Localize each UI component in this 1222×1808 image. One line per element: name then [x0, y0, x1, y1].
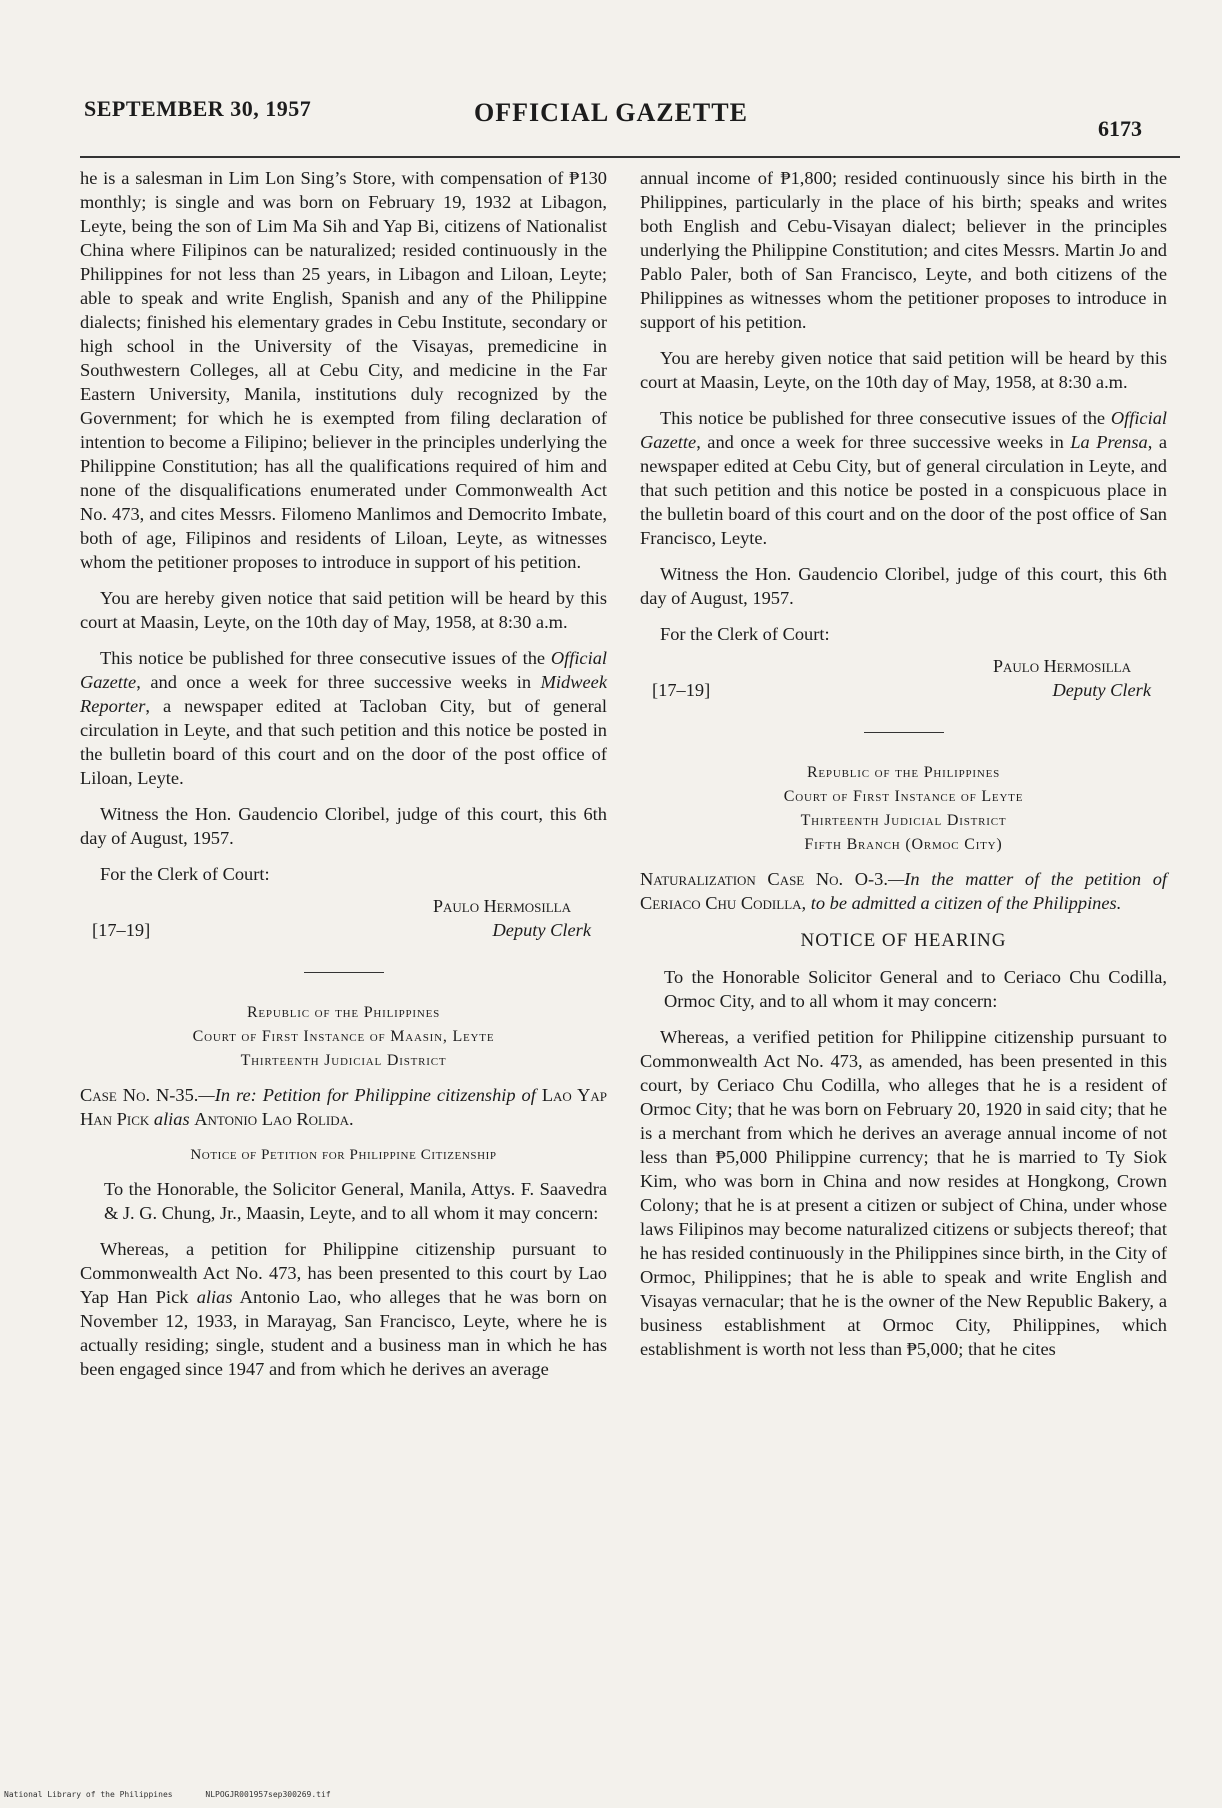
right-notice-heading: NOTICE OF HEARING — [800, 930, 1007, 951]
left-whereas: Whereas, a petition for Philippine citizenship pursuant to Commonwealth Act No. 473, has been presented to this court by Lao Yap Han Pick alias Antonio Lao, who alleges that he was born on November 12, 1933, in Marayag, San Francisco, Leyte, where he is actually residing; single, student and a business man in which he has been engaged since 1947 and from which he derives an average — [80, 1239, 607, 1379]
issue-date: SEPTEMBER 30, 1957 — [84, 96, 312, 121]
library-credit: National Library of the Philippines — [4, 1790, 173, 1799]
left-paragraph-1: he is a salesman in Lim Lon Sing’s Store, with compensation of ₱130 monthly; is single and was born on February 19, 1932 at Libagon, Leyte, being the son of Lim Ma Sih and Yap Bi, citizens of Nationalist China where Filipinos can be naturalized; resided continuously in the Philippines for not less than 25 years, in Libagon and Liloan, Leyte; able to speak and write English, Spanish and any of the Philippine dialects; finished his elementary grades in Cebu Institute, secondary or high school in the University of the Visayas, premedicine in Southwestern Colleges, all at Cebu City, and medicine in the Far Eastern University, Manila, institutions duly recognized by the Government; for which he is exempted from filing declaration of intention to become a Filipino; believer in the principles underlying the Philippine Constitution; has all the qualifications required of him and none of the disqualifications enumerated under Commonwealth Act No. 473, and cites Messrs. Filomeno Manlimos and Democrito Imbate, both of age, Filipinos and residents of Liloan, Leyte, as witnesses whom the petitioner proposes to introduce in support of his petition. — [80, 168, 607, 572]
left-signatory-title: Deputy Clerk — [492, 920, 591, 940]
right-hearing-notice: You are hereby given notice that said petition will be heard by this court at Maasin, Leyte, on the 10th day of May, 1958, at 8:30 a.m. — [640, 348, 1167, 392]
left-witness: Witness the Hon. Gaudencio Cloribel, judge of this court, this 6th day of August, 1957. — [80, 804, 607, 848]
scan-filename: NLPOGJR001957sep300269.tif — [205, 1790, 331, 1799]
scan-footer — [4, 1790, 359, 1799]
right-publication-notice: This notice be published for three consecutive issues of the Official Gazette, and once a week for three successive weeks in La Prensa, a newspaper edited at Cebu City, but of general circulation in Leyte, and that such petition and this notice be posted in a conspicuous place in the bulletin board of this court and on the door of the post office of San Francisco, Leyte. — [640, 408, 1167, 548]
left-column — [80, 166, 607, 1393]
left-court-caption: Republic of the Philippines Court of First Instance of Maasin, Leyte Thirteenth Judicial District — [192, 1004, 495, 1069]
left-divider — [304, 972, 384, 973]
right-divider — [864, 732, 944, 733]
right-signatory-name: Paulo Hermosilla — [992, 656, 1131, 676]
right-case-title: Naturalization Case No. O-3.—In the matter of the petition of Ceriaco Chu Codilla, to be admitted a citizen of the Philippines. — [640, 869, 1167, 913]
left-publication-notice: This notice be published for three consecutive issues of the Official Gazette, and once a week for three successive weeks in Midweek Reporter, a newspaper edited at Tacloban City, but of general circulation in Leyte, and that such petition and this notice be posted in the bulletin board of this court and on the door of the post office of Liloan, Leyte. — [80, 648, 607, 788]
right-addressee: To the Honorable Solicitor General and to Ceriaco Chu Codilla, Ormoc City, and to all whom it may concern: — [664, 967, 1167, 1011]
header-rule — [80, 156, 1180, 158]
right-signatory-title: Deputy Clerk — [1052, 680, 1151, 700]
left-issue-ref: [17–19] — [92, 920, 151, 940]
left-for-clerk: For the Clerk of Court: — [100, 864, 270, 884]
right-court-caption: Republic of the Philippines Court of First Instance of Leyte Thirteenth Judicial District Fifth Branch (Ormoc City) — [783, 764, 1024, 853]
right-issue-ref: [17–19] — [652, 680, 711, 700]
left-addressee: To the Honorable, the Solicitor General, Manila, Attys. F. Saavedra & J. G. Chung, Jr., Maasin, Leyte, and to all whom it may concern: — [104, 1179, 607, 1223]
right-for-clerk: For the Clerk of Court: — [660, 624, 830, 644]
right-column — [640, 166, 1167, 1373]
left-case-title: Case No. N-35.—In re: Petition for Philippine citizenship of Lao Yap Han Pick alias Antonio Lao Rolida. — [80, 1085, 607, 1129]
left-signatory-name: Paulo Hermosilla — [432, 896, 571, 916]
left-hearing-notice: You are hereby given notice that said petition will be heard by this court at Maasin, Leyte, on the 10th day of May, 1958, at 8:30 a.m. — [80, 588, 607, 632]
right-witness: Witness the Hon. Gaudencio Cloribel, judge of this court, this 6th day of August, 1957. — [640, 564, 1167, 608]
left-notice-heading: Notice of Petition for Philippine Citizenship — [190, 1147, 497, 1163]
right-whereas: Whereas, a verified petition for Philippine citizenship pursuant to Commonwealth Act No. 473, as amended, has been presented in this court, by Ceriaco Chu Codilla, who alleges that he is a resident of Ormoc City; that he was born on February 20, 1920 in said city; that he is a merchant from which he derives an average annual income of not less than ₱5,000 Philippine currency; that he is married to Ty Siok Kim, who was born in China and now resides at Hongkong, Crown Colony; that he is at present a citizen or subject of China, under whose laws Filipinos may become naturalized citizens or subjects thereof; that he has resided continuously in the Philippines since birth, in the City of Ormoc, Philippines; that he is able to speak and write English and Visayas vernacular; that he is the owner of the New Republic Bakery, a business establishment at Ormoc City, Philippines, which establishment is worth not less than ₱5,000; that he cites — [640, 1027, 1167, 1359]
right-signature-block — [640, 654, 1167, 710]
left-signature-block — [80, 894, 607, 950]
publication-title: OFFICIAL GAZETTE — [474, 98, 748, 127]
right-paragraph-1: annual income of ₱1,800; resided continuously since his birth in the Philippines, particularly in the place of his birth; speaks and writes both English and Cebu-Visayan dialect; believer in the principles underlying the Philippine Constitution; and cites Messrs. Martin Jo and Pablo Paler, both of San Francisco, Leyte, and both citizens of the Philippines as witnesses whom the petitioner proposes to introduce in support of his petition. — [640, 168, 1167, 332]
page-number: 6173 — [1098, 116, 1142, 141]
